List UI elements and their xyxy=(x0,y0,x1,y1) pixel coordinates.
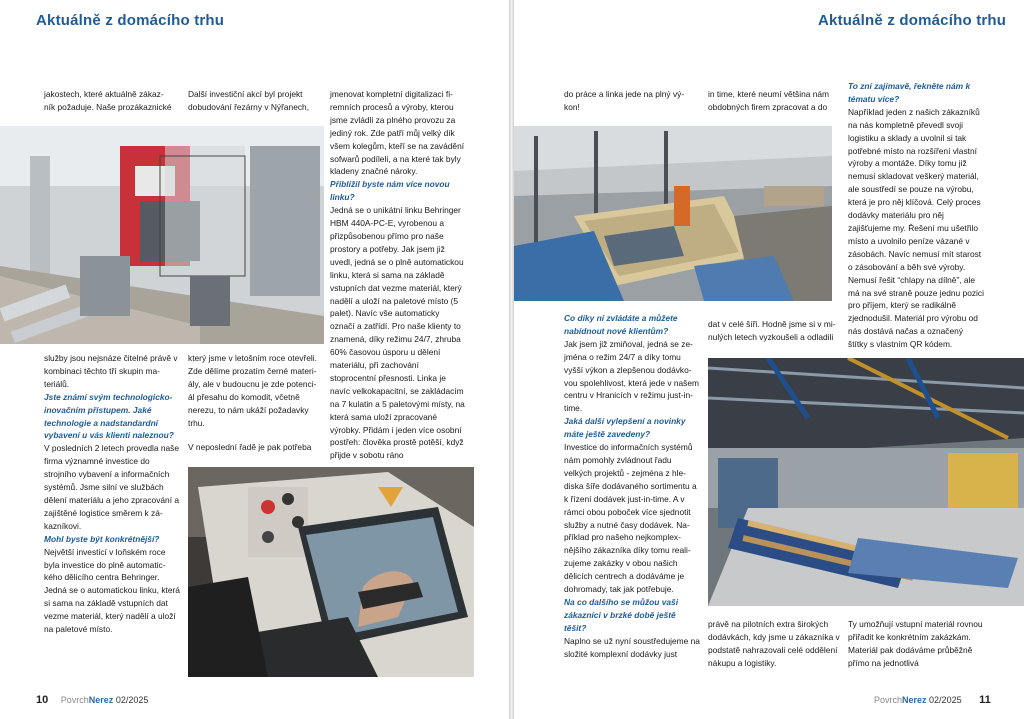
magazine-name-part2: Nerez xyxy=(902,695,927,705)
question-heading: Co díky ní zvládáte a můžete nabídnout nové klientům? xyxy=(564,313,678,336)
right-col3: To zní zajímavě, řekněte nám k tématu více? Například jeden z našich zákazníků na nás kompletně převedl svoji logistiku a sklady a uvolnil si tak potřebné místo na rozšíření vlastní výroby a montáže. Díky tomu již nemusí skladovat veškerý materiál, ale soustředí se pouze na výrobu, která je pro něj klíčová. Celý proces dodávky materiálu pro něj zajišťujeme my. Řešení mu ušetřilo místo a uvolnilo peníze vázané v zásobách. Navíc nemusí mít starost o zásobování a běh své výroby. Nemusí řešit “chlapy na dílně”, ale má na své straně pouze jednu pozici pro příjem, který se radikálně zjednodušil. Materiál pro výrobu od nás dostává načas a označený štítky s vlastním QR kódem. xyxy=(848,81,984,350)
left-col3: jmenovat kompletní digitalizaci firemních procesů a výroby, kterou jsme zvládli za plného provozu za jediný rok. Zde patří můj velký dík všem kolegům, kteří se na zavádění sofwarů podíleli, a na které tak byly kladeny značné nároky. Přiblížil byste nám více novou linku? Jedná se o unikátní linku Behringer HBM 440A-PC-E, vyrobenou a přizpůsobenou přímo pro naše prostory a potřeby. Jak jsem již uvedl, jedná se o plně automatickou linku, která si sama na základě vstupních dat vezme materiál, který nadělí a uloží na paletové místo (5 palet). Navíc vše automaticky označí a zatřídí. Pro naše klienty to znamená, díky režimu 24/7, zhruba 60% časovou úsporu u dělení materiálu, při zachování stoprocentní přesnosti. Linka je navíc velkokapacitní, se zakládacím na 7 kulatin a 5 paletovými místy, na která sama uloží zpracované výrobky. Přidám i jeden více osobní postřeh: člověka prostě potěší, když přijde v sobotu ráno xyxy=(330,89,465,461)
page-number: 11 xyxy=(979,694,991,706)
question-heading: Mohl byste být konkrétnější? xyxy=(44,533,160,544)
photo-cutting-line xyxy=(0,126,324,344)
right-col1-top: do práce a linka jede na plný výkon! xyxy=(564,89,685,112)
photo-warehouse-hall xyxy=(708,358,1024,606)
right-col2-mid: dat v celé šíři. Hodně jsme si v minulých letech vyzkoušeli a odladili xyxy=(708,319,836,342)
question-heading: Na co dalšího se můžou vaši zákazníci v brzké době ještě těšit? xyxy=(564,596,679,633)
question-heading: Jste známí svým technologicko-inovačním přístupem. Jaké technologie a nadstandardní vybavení u vás klienti naleznou? xyxy=(44,391,174,441)
issue-number: 02/2025 xyxy=(115,695,149,705)
page-footer xyxy=(36,694,148,706)
right-col2-bottom: právě na pilotních extra širokých dodávkách, kdy jsme u zákazníka v podstatě nahrazovali celé oddělení nákupu a logistiky. xyxy=(708,619,840,668)
issue-number: 02/2025 xyxy=(929,695,962,705)
left-col2-bottom: který jsme v letošním roce otevřeli. Zde dělíme prozatím černé materiály, ale v budoucnu je zde potenciál přesahu do komodit, včetně nerezu, to nám ukáží požadavky trhu. V neposlední řadě je pak potřeba xyxy=(188,353,317,453)
left-col2-top: Další investiční akcí byl projekt dobudování řezárny v Nýřanech, xyxy=(188,89,310,112)
question-heading: To zní zajímavě, řekněte nám k tématu více? xyxy=(848,81,971,104)
section-title: Aktuálně z domácího trhu xyxy=(818,12,1007,29)
right-page xyxy=(514,0,1024,719)
question-heading: Přiblížil byste nám více novou linku? xyxy=(330,179,450,203)
question-heading: Jaká další vylepšení a novinky máte ještě zavedeny? xyxy=(564,416,686,440)
magazine-name-part2: Nerez xyxy=(88,695,114,705)
right-col1-bottom: Co díky ní zvládáte a můžete nabídnout nové klientům? Jak jsem již zmiňoval, jedná se zejména o režim 24/7 a díky tomu vyšší výkon a zlepšenou dodávkovou spolehlivost, která jede v našem centru v Hranicích v režimu just-in-time. Jaká další vylepšení a novinky máte ještě zavedeny? Investice do informačních systémů nám pomohly zvládnout řadu velkých projektů - zejména z hlediska šíře dodávaného sortimentu a k řízení dodávek just-in-time. A v rámci obou poboček více sjednotit služby a nutné časy dodávek. Například pro našeho nejkomplexnějšího zákazníka díky tomu realizujeme zakázky v obou našich dělicích centrech a dodáváme je dohromady, tak jak potřebuje. Na co dalšího se můžou vaši zákazníci v brzké době ještě těšit? Naplno se už nyní soustředujeme na složité komplexní dodávky just xyxy=(564,313,700,659)
photo-warehouse-line xyxy=(514,126,832,301)
section-title: Aktuálně z domácího trhu xyxy=(36,12,225,29)
right-col2-top: in time, které neumí většina nám obdobných firem zpracovat a do xyxy=(708,89,830,112)
magazine-name-part1: Povrch xyxy=(60,695,89,705)
photo-control-panel xyxy=(188,467,474,677)
page-number: 10 xyxy=(36,694,49,706)
left-col1-top: jakostech, které aktuálně zákazník požaduje. Naše prozákaznické xyxy=(44,89,172,112)
page-footer xyxy=(874,694,991,706)
magazine-name-part1: Povrch xyxy=(874,695,903,705)
left-page xyxy=(0,0,509,719)
right-col3-bottom: Ty umožňují vstupní materiál rovnou přiřadit ke konkrétním zakázkám. Materiál pak dodáváme průběžně přímo na jednotlivá xyxy=(848,619,983,668)
left-col1-bottom: služby jsou nejsnáze čitelné právě v kombinaci těchto tří skupin materiálů. Jste známí svým technologicko-inovačním přístupem. Jaké technologie a nadstandardní vybavení u vás klienti naleznou? V posledních 2 letech provedla naše firma významné investice do strojního vybavení a informačních systémů. Jsme silní ve službách dělení materiálu a jeho zpracování a zajištěné logistice směrem k zákazníkovi. Mohl byste být konkrétnější? Největší investicí v loňském roce byla investice do plně automatického dělicího centra Behringer. Jedná se o automatickou linku, která si sama na základě vstupních dat vezme materiál, který nadělí a uloží na paletové místo. xyxy=(44,353,180,635)
